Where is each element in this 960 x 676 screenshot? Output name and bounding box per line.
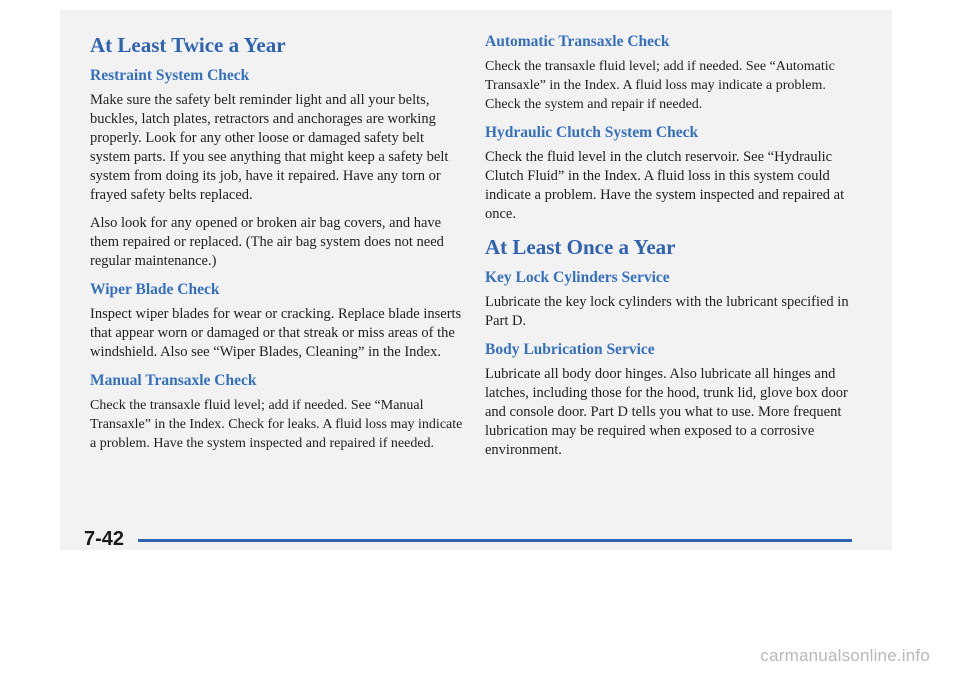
site-watermark: carmanualsonline.info (760, 646, 930, 665)
paragraph-automatic-transaxle: Check the transaxle fluid level; add if needed. See “Automatic Transaxle” in the Index. A fluid loss may indicate a problem. Check the system and repair if needed. (485, 59, 835, 112)
paragraph-manual-transaxle: Check the transaxle fluid level; add if needed. See “Manual Transaxle” in the Index. Check for leaks. A fluid loss may indicate a problem. Have the system inspected and repaired if needed. (90, 398, 463, 451)
paragraph-key-lock: Lubricate the key lock cylinders with the lubricant specified in Part D. (485, 294, 849, 329)
paragraph-restraint-1: Make sure the safety belt reminder light and all your belts, buckles, latch plates, retractors and anchorages are working properly. Look for any other loose or damaged safety belt system parts. If you see anything that might keep a safety belt system from doing its job, have it repaired. Have any torn or frayed safety belts replaced. (90, 92, 449, 203)
heading-hydraulic-clutch-check: Hydraulic Clutch System Check (485, 124, 699, 141)
heading-automatic-transaxle-check: Automatic Transaxle Check (485, 33, 670, 50)
right-column (485, 22, 855, 469)
paragraph-wiper: Inspect wiper blades for wear or cracking. Replace blade inserts that appear worn or damaged or that streak or miss areas of the windshield. Also see “Wiper Blades, Cleaning” in the Index. (90, 306, 462, 360)
heading-key-lock-cylinders: Key Lock Cylinders Service (485, 269, 670, 286)
paragraph-hydraulic-clutch: Check the fluid level in the clutch reservoir. See “Hydraulic Clutch Fluid” in the Index. A fluid loss in this system could indicate a problem. Have the system inspected and repaired at once. (485, 149, 845, 222)
heading-wiper-blade-check: Wiper Blade Check (90, 281, 220, 298)
paragraph-restraint-2: Also look for any opened or broken air bag covers, and have them repaired or replaced. (The air bag system does not need regular maintenance.) (90, 215, 444, 269)
section-title-once-a-year: At Least Once a Year (485, 235, 676, 259)
heading-restraint-system-check: Restraint System Check (90, 67, 250, 84)
heading-body-lubrication: Body Lubrication Service (485, 341, 655, 358)
section-title-twice-a-year: At Least Twice a Year (90, 33, 286, 57)
footer-rule (138, 539, 852, 542)
page-number: 7-42 (84, 528, 125, 550)
paragraph-body-lubrication: Lubricate all body door hinges. Also lubricate all hinges and latches, including those for the hood, trunk lid, glove box door and console door. Part D tells you what to use. More frequent lubrication may be required when exposed to a corrosive environment. (485, 366, 848, 458)
heading-manual-transaxle-check: Manual Transaxle Check (90, 372, 257, 389)
left-column (90, 22, 465, 462)
